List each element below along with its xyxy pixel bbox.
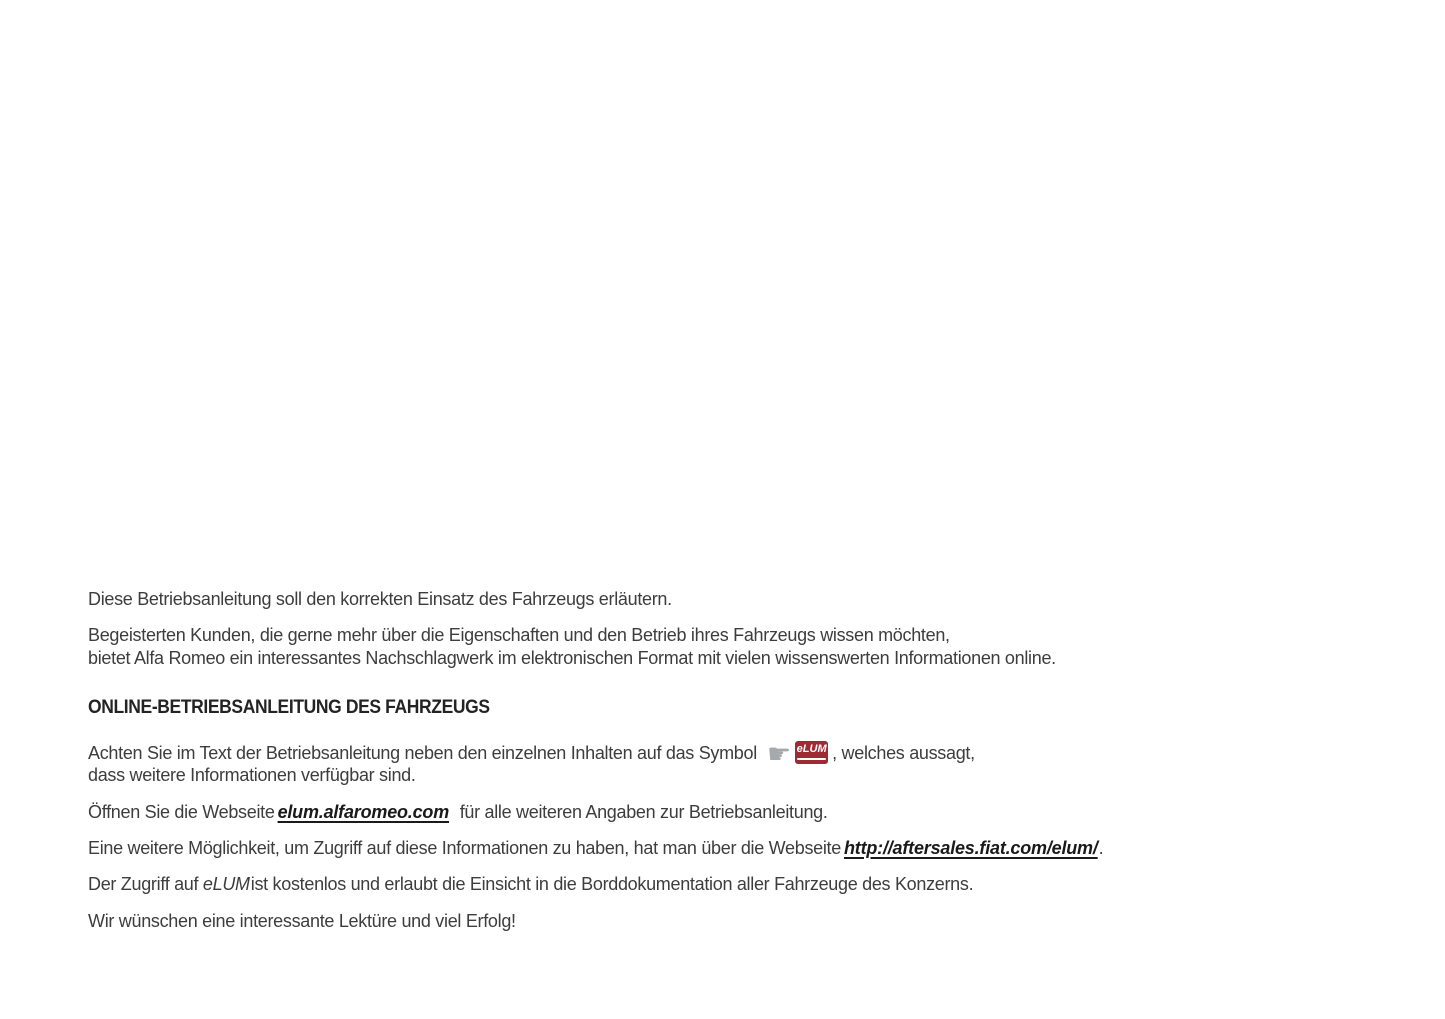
access-text-pre: Der Zugriff auf — [88, 874, 199, 894]
closing-paragraph: Wir wünschen eine interessante Lektüre und viel Erfolg! — [88, 911, 516, 931]
section-heading: ONLINE-BETRIEBSANLEITUNG DES FAHRZEUGS — [88, 697, 490, 718]
symbol-text-post: , welches aussagt, — [832, 743, 975, 763]
open-website-text-post: für alle weiteren Angaben zur Betriebsanleitung. — [455, 802, 828, 822]
symbol-text-pre: Achten Sie im Text der Betriebsanleitung neben den einzelnen Inhalten auf das Symbol — [88, 743, 757, 763]
elum-book-icon — [795, 741, 828, 764]
pointing-hand-icon: ☛ — [766, 739, 792, 770]
open-website-paragraph — [88, 801, 1368, 824]
open-website-text-pre: Öffnen Sie die Webseite — [88, 802, 275, 822]
elum-book-icon-pages — [797, 758, 826, 761]
alt-access-text-post: . — [1098, 838, 1104, 858]
intro-p1-text: Diese Betriebsanleitung soll den korrekten Einsatz des Fahrzeugs erläutern. — [88, 589, 672, 609]
intro-p2-line2: bietet Alfa Romeo ein interessantes Nachschlagwerk im elektronischen Format mit vielen wissenswerten Informationen online. — [88, 648, 1056, 668]
intro-paragraph-1 — [88, 588, 1368, 611]
alt-access-paragraph — [88, 837, 1368, 860]
intro-paragraph-2 — [88, 624, 1368, 670]
access-text-post: ist kostenlos und erlaubt die Einsicht in die Borddokumentation aller Fahrzeuge des Konzerns. — [250, 874, 974, 894]
elum-book-icon-label: eLUM — [796, 743, 827, 755]
intro-p2-line1: Begeisterten Kunden, die gerne mehr über die Eigenschaften und den Betrieb ihres Fahrzeugs wissen möchten, — [88, 625, 950, 645]
elum-alfaromeo-link[interactable]: elum.alfaromeo.com — [277, 802, 450, 822]
symbol-paragraph — [88, 741, 1368, 787]
symbol-paragraph-line1 — [88, 739, 1368, 770]
alt-access-text-pre: Eine weitere Möglichkeit, um Zugriff auf diese Informationen zu haben, hat man über die Webseite — [88, 838, 841, 858]
symbol-paragraph-line2: dass weitere Informationen verfügbar sind. — [88, 765, 416, 785]
aftersales-fiat-link[interactable]: http://aftersales.fiat.com/elum/ — [843, 838, 1098, 858]
page-content — [88, 588, 1368, 946]
elum-term: eLUM — [202, 874, 250, 894]
access-paragraph — [88, 873, 1368, 896]
